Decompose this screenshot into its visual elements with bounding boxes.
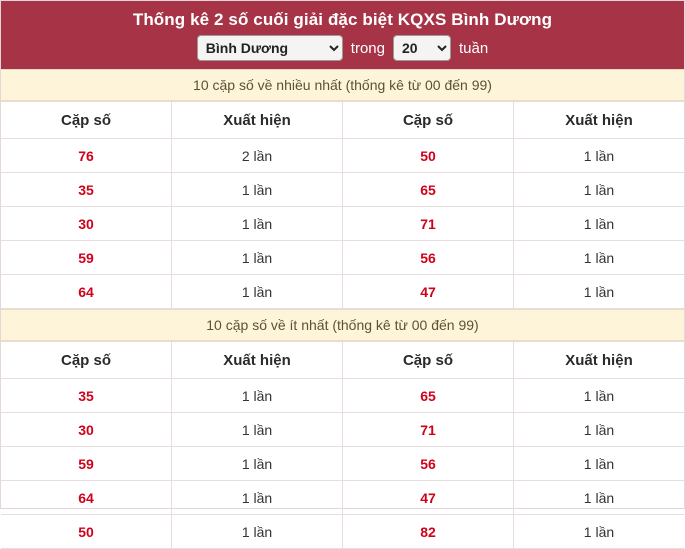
- weeks-unit-label: tuần: [459, 39, 489, 57]
- pair-value: 30: [1, 207, 172, 241]
- count-value: 1 lần: [513, 207, 684, 241]
- most-frequent-table: [1, 101, 684, 309]
- column-header-count-left: Xuất hiện: [172, 102, 343, 139]
- count-value: 1 lần: [513, 139, 684, 173]
- pair-value: 30: [1, 413, 172, 447]
- table-row: [1, 515, 684, 549]
- table-row: [1, 139, 684, 173]
- count-value: 1 lần: [172, 379, 343, 413]
- table-header-row: [1, 102, 684, 139]
- count-value: 1 lần: [513, 413, 684, 447]
- column-header-pair-left: Cặp số: [1, 102, 172, 139]
- pair-value: 56: [342, 447, 513, 481]
- column-header-count-right: Xuất hiện: [513, 342, 684, 379]
- column-header-pair-right: Cặp số: [342, 342, 513, 379]
- pair-value: 59: [1, 241, 172, 275]
- count-value: 1 lần: [513, 515, 684, 549]
- filter-controls: [1, 35, 684, 61]
- province-select[interactable]: [197, 35, 343, 61]
- pair-value: 59: [1, 447, 172, 481]
- table-row: [1, 207, 684, 241]
- column-header-count-right: Xuất hiện: [513, 102, 684, 139]
- table-row: [1, 413, 684, 447]
- count-value: 1 lần: [513, 275, 684, 309]
- count-value: 1 lần: [172, 481, 343, 515]
- pair-value: 76: [1, 139, 172, 173]
- table-row: [1, 481, 684, 515]
- in-label: trong: [350, 39, 385, 57]
- column-header-pair-right: Cặp số: [342, 102, 513, 139]
- pair-value: 64: [1, 275, 172, 309]
- table-header-row: [1, 342, 684, 379]
- pair-value: 47: [342, 275, 513, 309]
- pair-value: 71: [342, 413, 513, 447]
- count-value: 1 lần: [172, 275, 343, 309]
- pair-value: 56: [342, 241, 513, 275]
- column-header-count-left: Xuất hiện: [172, 342, 343, 379]
- pair-value: 47: [342, 481, 513, 515]
- pair-value: 35: [1, 379, 172, 413]
- pair-value: 50: [1, 515, 172, 549]
- column-header-pair-left: Cặp số: [1, 342, 172, 379]
- page-header: [1, 1, 684, 69]
- count-value: 1 lần: [172, 447, 343, 481]
- table-row: [1, 275, 684, 309]
- weeks-select[interactable]: [393, 35, 451, 61]
- count-value: 1 lần: [513, 481, 684, 515]
- count-value: 1 lần: [172, 173, 343, 207]
- count-value: 1 lần: [172, 413, 343, 447]
- count-value: 2 lần: [172, 139, 343, 173]
- table-row: [1, 173, 684, 207]
- count-value: 1 lần: [172, 515, 343, 549]
- pair-value: 50: [342, 139, 513, 173]
- count-value: 1 lần: [172, 241, 343, 275]
- pair-value: 35: [1, 173, 172, 207]
- table-row: [1, 379, 684, 413]
- count-value: 1 lần: [513, 241, 684, 275]
- count-value: 1 lần: [513, 173, 684, 207]
- pair-value: 64: [1, 481, 172, 515]
- table-row: [1, 241, 684, 275]
- least-frequent-table: [1, 341, 684, 549]
- section-banner-least: 10 cặp số về ít nhất (thống kê từ 00 đến 99): [1, 309, 684, 341]
- section-banner-most: 10 cặp số về nhiều nhất (thống kê từ 00 đến 99): [1, 69, 684, 101]
- table-row: [1, 447, 684, 481]
- page-title: Thống kê 2 số cuối giải đặc biệt KQXS Bình Dương: [132, 10, 553, 29]
- count-value: 1 lần: [513, 447, 684, 481]
- count-value: 1 lần: [172, 207, 343, 241]
- pair-value: 65: [342, 173, 513, 207]
- pair-value: 65: [342, 379, 513, 413]
- pair-value: 71: [342, 207, 513, 241]
- count-value: 1 lần: [513, 379, 684, 413]
- pair-value: 82: [342, 515, 513, 549]
